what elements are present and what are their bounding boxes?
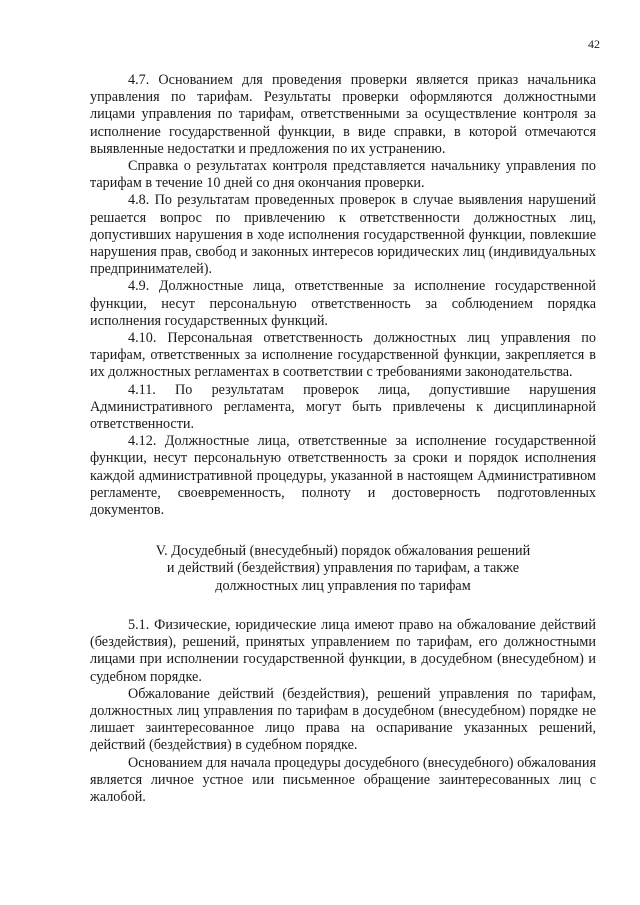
paragraph-4-7: 4.7. Основанием для проведения проверки является приказ начальника управления по тарифам. Результаты проверки оформляются должностными лицами управления по тарифам, ответственными за осуществление контроля за исполнение государственной функции, в виде справки, в которой отмечаются выявленные недостатки и предложения по их устранению. [90,72,596,157]
document-body [90,72,596,806]
page-number: 42 [588,37,600,51]
paragraph-4-10: 4.10. Персональная ответственность должностных лиц управления по тарифам, ответственных за исполнение государственной функции, закрепляется в их должностных регламентах в соответствии с требованиями законодательства. [90,330,596,381]
paragraph-4-9: 4.9. Должностные лица, ответственные за исполнение государственной функции, несут персональную ответственность за соблюдением порядка исполнения государственных функций. [90,278,596,329]
paragraph-4-8: 4.8. По результатам проведенных проверок в случае выявления нарушений решается вопрос по привлечению к ответственности должностных лиц, допустивших нарушения в ходе исполнения государственной функции, повлекшие нарушения прав, свобод и законных интересов юридических лиц (индивидуальных предпринимателей). [90,192,596,278]
paragraph-4-11: 4.11. По результатам проверок лица, допустившие нарушения Административного регламента, могут быть привлечены к дисциплинарной ответственности. [90,381,596,433]
section-heading-line-3: должностных лиц управления по тарифам [215,577,471,594]
paragraph-4-12: 4.12. Должностные лица, ответственные за исполнение государственной функции, несут персональную ответственность за сроки и порядок исполнения каждой административной процедуры, указанной в настоящем Административном регламенте, своевременность, полноту и достоверность подготовленных документов. [90,433,596,519]
section-heading-line-1: V. Досудебный (внесудебный) порядок обжалования решений [155,543,531,560]
section-heading [90,543,596,595]
paragraph-appeal: Обжалование действий (бездействия), решений управления по тарифам, должностных лиц управления по тарифам в досудебном (внесудебном) порядке не лишает заинтересованное лицо права на оспаривание указанных решений, действий (бездействия) в судебном порядке. [90,685,596,754]
section-heading-line-2: и действий (бездействия) управления по тарифам, а также [166,560,520,577]
paragraph-grounds: Основанием для начала процедуры досудебного (внесудебного) обжалования является личное устное или письменное обращение заинтересованных лиц с жалобой. [90,754,596,805]
paragraph-5-1: 5.1. Физические, юридические лица имеют право на обжалование действий (бездействия), решений, принятых управлением по тарифам, его должностными лицами при исполнении государственной функции, в досудебном (внесудебном) и судебном порядке. [90,616,596,685]
paragraph-report: Справка о результатах контроля представляется начальнику управления по тарифам в течение 10 дней со дня окончания проверки. [90,158,596,192]
